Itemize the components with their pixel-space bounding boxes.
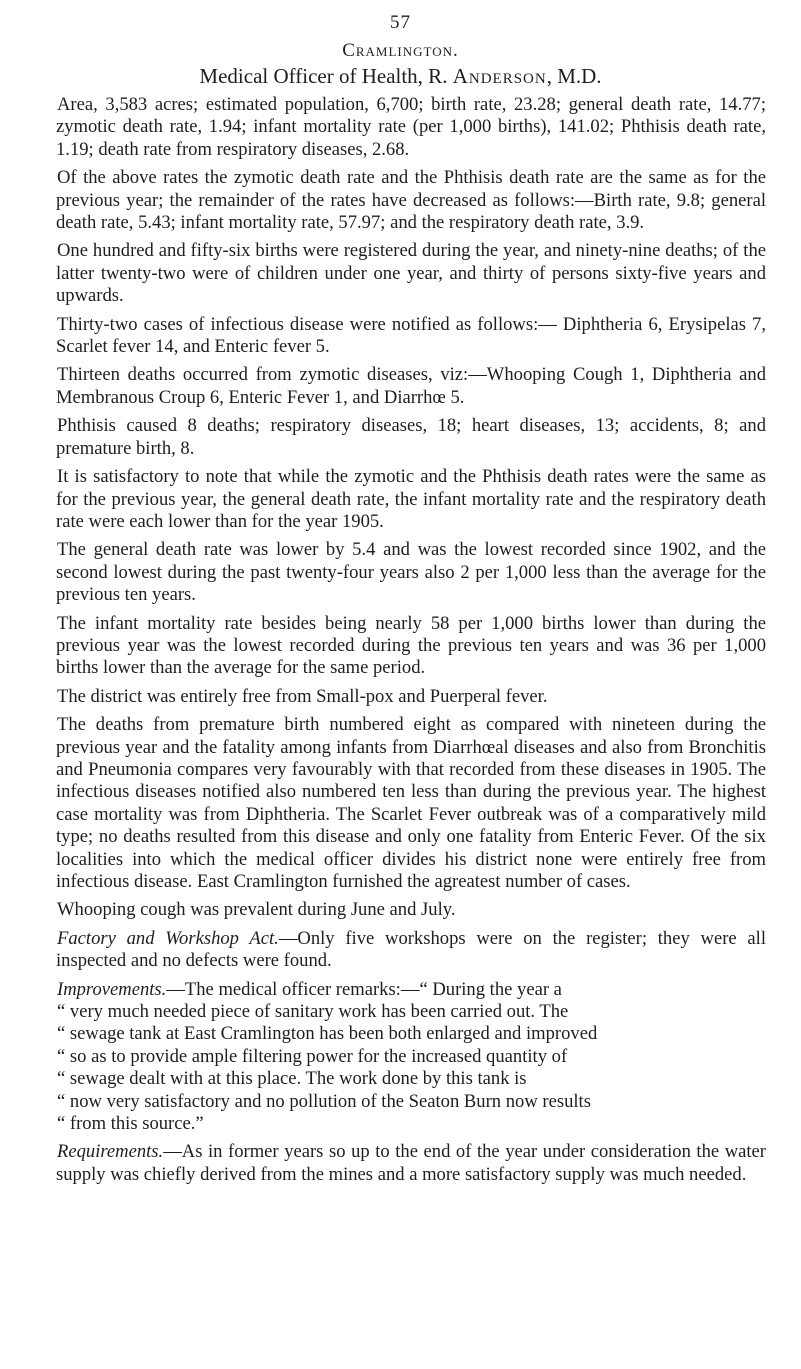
paragraph-improvements: [56, 979, 766, 1136]
paragraph-premature-birth: The deaths from premature birth numbered eight as compared with nineteen during the previous year and the fatality among infants from Diarrhœal diseases and also from Bronchitis and Pneumonia compares very favourably with that recorded from these diseases in 1905. The infectious diseases notified also numbered ten less than during the previous year. The highest case mortality was from Diphtheria. The Scarlet Fever outbreak was of a comparatively mild type; no deaths resulted from this disease and only one fatality from Enteric Fever. Of the six localities into which the medical officer divides his district none were entirely free from infectious disease. East Cramlington furnished the agreatest number of cases.: [56, 714, 766, 892]
quote-line: “ sewage dealt with at this place. The work done by this tank is: [57, 1068, 527, 1090]
officer-prefix: Medical Officer of Health, R.: [199, 64, 448, 88]
quote-line: “ so as to provide ample filtering power for the increased quantity of: [57, 1045, 568, 1067]
quote-line: “ now very satisfactory and no pollution of the Seaton Burn now results: [57, 1090, 591, 1112]
quote-line: “ very much needed piece of sanitary work has been carried out. The: [57, 1001, 569, 1023]
paragraph-rate-changes: Of the above rates the zymotic death rate and the Phthisis death rate are the same as for the previous year; the remainder of the rates have decreased as follows:—Birth rate, 9.8; general death rate, 5.43; infant mortality rate, 57.97; and the respiratory death rate, 3.9.: [56, 167, 766, 234]
paragraph-smallpox: The district was entirely free from Small-pox and Puerperal fever.: [57, 685, 548, 707]
quote-line: “ from this source.”: [57, 1113, 204, 1135]
officer-name: Anderson: [452, 64, 547, 88]
report-body: [56, 94, 766, 1192]
requirements-title: Requirements.: [57, 1141, 164, 1163]
quote-line: “ sewage tank at East Cramlington has been both enlarged and improved: [57, 1023, 598, 1045]
page-number: 57: [390, 12, 411, 33]
section-heading: Cramlington.: [342, 40, 459, 61]
improvements-title: Improvements.: [57, 978, 167, 1000]
medical-officer-line: [0, 64, 801, 89]
requirements-text: —As in former years so up to the end of the year under consideration the water supply was chiefly derived from the mines and a more satisfactory supply was much needed.: [56, 1141, 766, 1185]
paragraph-requirements: [56, 1141, 766, 1186]
paragraph-causes-of-death: Phthisis caused 8 deaths; respiratory diseases, 18; heart diseases, 13; accidents, 8; and premature birth, 8.: [56, 415, 766, 459]
paragraph-general-death-rate: The general death rate was lower by 5.4 and was the lowest recorded since 1902, and the second lowest during the past twenty-four years also 2 per 1,000 less than the average for the previous ten years.: [56, 539, 766, 606]
paragraph-satisfactory-note: It is satisfactory to note that while the zymotic and the Phthisis death rates were the same as for the previous year, the general death rate, the infant mortality rate and the respiratory death rate were each lower than for the year 1905.: [56, 466, 766, 532]
paragraph-births-deaths: One hundred and fifty-six births were registered during the year, and ninety-nine deaths; of the latter twenty-two were of children under one year, and thirty of persons sixty-five years and upwards.: [56, 240, 766, 307]
paragraph-infant-mortality: The infant mortality rate besides being nearly 58 per 1,000 births lower than during the previous year was the lowest recorded during the previous ten years and was 36 per 1,000 births lower than the average for the same period.: [56, 612, 766, 679]
improvements-intro: —The medical officer remarks:—“ During the year a: [166, 978, 562, 1000]
factory-act-text: —Only five workshops were on the register; they were all inspected and no defects were found.: [56, 927, 766, 972]
paragraph-zymotic-deaths: Thirteen deaths occurred from zymotic diseases, viz:—Whooping Cough 1, Diphtheria and Membranous Croup 6, Enteric Fever 1, and Diarrhœ 5.: [56, 364, 766, 408]
factory-act-title: Factory and Workshop Act.: [57, 927, 279, 949]
paragraph-factory-act: [56, 928, 766, 973]
paragraph-whooping-cough: Whooping cough was prevalent during June and July.: [57, 899, 456, 921]
paragraph-statistics: Area, 3,583 acres; estimated population, 6,700; birth rate, 23.28; general death rate, 14.77; zymotic death rate, 1.94; infant mortality rate (per 1,000 births), 141.02; Phthisis death rate, 1.19; death rate from respiratory diseases, 2.68.: [56, 94, 766, 160]
officer-suffix: , M.D.: [546, 64, 602, 88]
paragraph-infectious-cases: Thirty-two cases of infectious disease were notified as follows:— Diphtheria 6, Erysipelas 7, Scarlet fever 14, and Enteric fever 5.: [56, 313, 766, 358]
